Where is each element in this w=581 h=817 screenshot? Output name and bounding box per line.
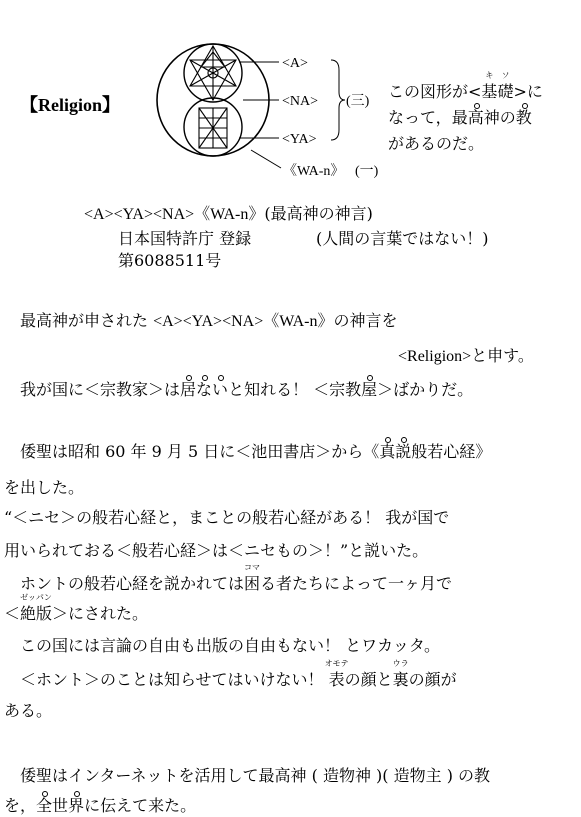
label-na: <NA>	[282, 94, 319, 109]
leader-lines	[239, 60, 345, 168]
body-line-8: ホントの般若心経を説かれては困 コマ る者たちによって一ヶ月で	[20, 563, 453, 593]
body-line-5: を出した。	[4, 478, 85, 497]
body-line-9: ＜絶版 ゼッパン ＞にされた。	[4, 593, 149, 623]
lattice	[199, 108, 227, 148]
body-line-11: ＜ホント＞のことは知らせてはいけない！ 表 オモテ の顔と裏 ウラ の顔が	[20, 659, 457, 689]
note-line-1: この図形が<基 キ 礎 ソ >に	[388, 71, 543, 101]
body-line-10: この国には言論の自由も出版の自由もない！ とワカッタ。	[20, 636, 440, 655]
label-ichi: (一)	[355, 164, 379, 179]
hexagram	[190, 46, 236, 100]
body-line-4: 倭聖は昭和 60 年 9 月 5 日に＜池田書店＞から《真説般若心経》	[20, 442, 492, 461]
label-san: (三)	[346, 94, 370, 109]
body-line-6: “＜ニセ＞の般若心経と，まことの般若心経がある！ 我が国で	[4, 508, 450, 527]
body-line-14: を，全世界に伝えて来た。	[4, 796, 197, 815]
religion-label: 【Religion】	[20, 95, 121, 115]
body-line-1: 最高神が申された <A><YA><NA>《WA-n》の神言を	[20, 311, 398, 330]
label-wan: 《WA-n》	[283, 164, 345, 179]
note-line-3: があるのだ。	[388, 134, 485, 153]
title-line-2-right: (人間の言葉ではない！)	[316, 229, 489, 248]
body-line-7: 用いられておる＜般若心経＞は＜ニセもの＞！”と説いた。	[4, 541, 429, 560]
label-a: <A>	[282, 56, 308, 71]
wa-n-diagram	[155, 20, 395, 200]
note-line-2: なって，最高神の教	[388, 108, 532, 127]
body-line-12: ある。	[4, 701, 53, 720]
body-line-13: 倭聖はインターネットを活用して最高神 ( 造物神 )( 造物主 ) の教	[20, 766, 491, 785]
title-line-3: 第6088511号	[118, 251, 222, 270]
label-ya: <YA>	[282, 132, 317, 147]
title-line-2-left: 日本国特許庁 登録	[118, 229, 252, 248]
body-line-2: <Religion>と申す。	[398, 346, 534, 365]
title-line-1: <A><YA><NA>《WA-n》(最高神の神言)	[84, 204, 373, 223]
body-line-3: 我が国に＜宗教家＞は居ないと知れる！ ＜宗教屋＞ばかりだ。	[20, 380, 474, 399]
